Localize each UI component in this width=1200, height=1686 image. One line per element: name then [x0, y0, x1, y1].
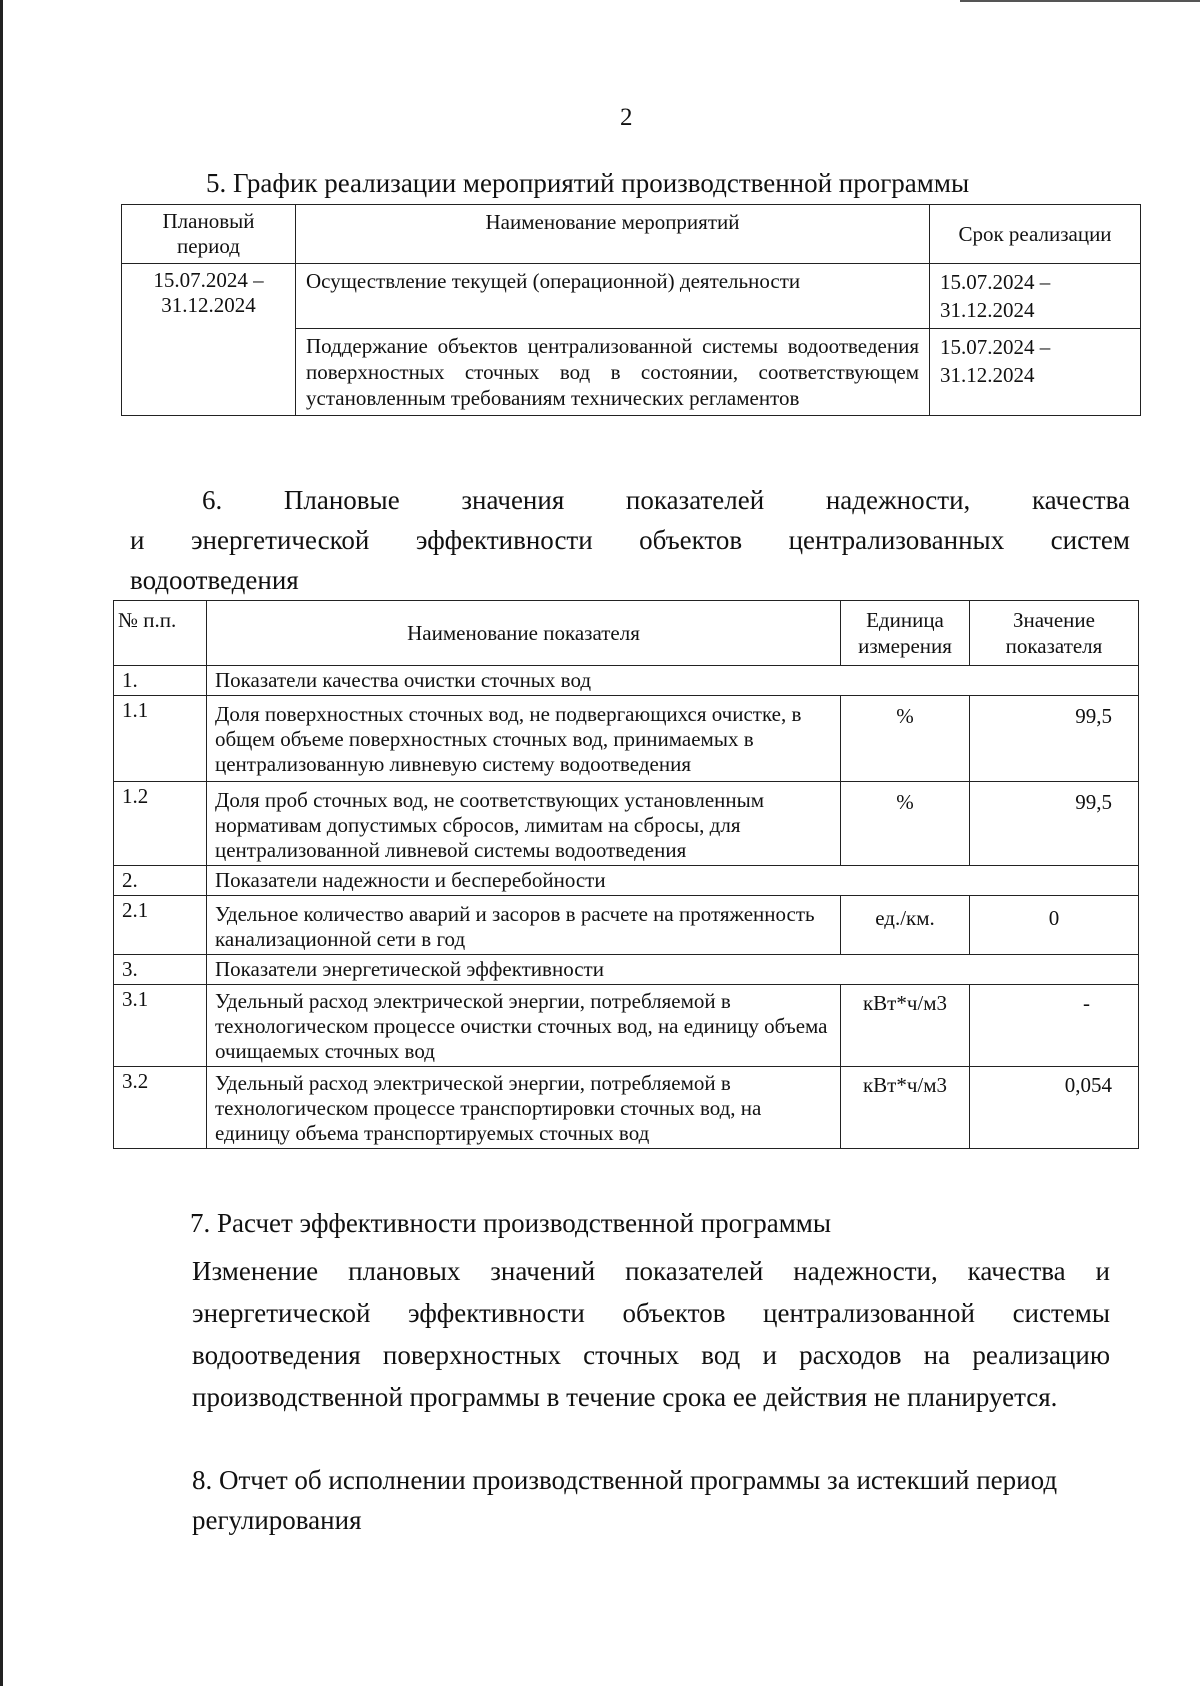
header-name: Наименование мероприятий — [296, 205, 930, 264]
row-no: 1. — [114, 666, 207, 696]
activity-term: 15.07.2024 – 31.12.2024 — [930, 264, 1141, 329]
header-unit: Единица измерения — [841, 601, 970, 666]
scan-edge-top — [960, 0, 1200, 2]
table-row — [122, 264, 1141, 329]
indicator-value: 99,5 — [970, 696, 1139, 782]
row-no: 1.2 — [114, 782, 207, 866]
activity-name: Поддержание объектов централизованной системы водоотведения поверхностных сточных вод в состоянии, соответствующем установленным требованиям технических регламентов — [296, 329, 930, 416]
table-row — [114, 696, 1139, 782]
row-no: 3. — [114, 955, 207, 985]
activity-term: 15.07.2024 – 31.12.2024 — [930, 329, 1141, 416]
header-term: Срок реализации — [930, 205, 1141, 264]
scan-edge-left — [0, 0, 3, 1686]
table-row — [114, 1067, 1139, 1149]
heading-word: 6. — [202, 485, 223, 515]
table-group-row — [114, 955, 1139, 985]
heading-line: водоотведения — [130, 565, 299, 595]
heading-word: объектов — [639, 525, 743, 555]
section7-heading: 7. Расчет эффективности производственной программы — [190, 1208, 832, 1238]
table-header-row — [122, 205, 1141, 264]
indicator-name: Доля поверхностных сточных вод, не подвергающихся очистке, в общем объеме поверхностных сточных вод, принимаемых в централизованную ливневую систему водоотведения — [207, 696, 841, 782]
table-row — [114, 896, 1139, 955]
heading-word: централизованных — [788, 525, 1005, 555]
indicator-value: - — [970, 985, 1139, 1067]
indicators-table — [113, 600, 1139, 1149]
section7-text — [110, 1250, 1110, 1418]
indicator-unit: кВт*ч/м3 — [841, 985, 970, 1067]
indicator-name: Удельный расход электрической энергии, потребляемой в технологическом процессе транспортировки сточных вод, на единицу объема транспортируемых сточных вод — [207, 1067, 841, 1149]
page-number: 2 — [620, 104, 633, 131]
group-name: Показатели надежности и бесперебойности — [207, 866, 1139, 896]
indicator-unit: кВт*ч/м3 — [841, 1067, 970, 1149]
table-group-row — [114, 866, 1139, 896]
heading-word: показателей — [625, 485, 765, 515]
group-name: Показатели качества очистки сточных вод — [207, 666, 1139, 696]
heading-word: надежности, — [825, 485, 971, 515]
header-indicator: Наименование показателя — [207, 601, 841, 666]
indicator-unit: % — [841, 782, 970, 866]
row-no: 3.2 — [114, 1067, 207, 1149]
heading-word: эффективности — [415, 525, 593, 555]
section8-heading — [110, 1460, 1110, 1540]
indicator-value: 0,054 — [970, 1067, 1139, 1149]
indicator-unit: ед./км. — [841, 896, 970, 955]
indicator-name: Удельное количество аварий и засоров в расчете на протяженность канализационной сети в год — [207, 896, 841, 955]
section8-paragraph: 8. Отчет об исполнении производственной программы за истекший период регулирования — [192, 1465, 1058, 1535]
activity-name: Осуществление текущей (операционной) деятельности — [296, 264, 930, 329]
table-row — [114, 782, 1139, 866]
row-no: 1.1 — [114, 696, 207, 782]
heading-line — [130, 480, 1130, 520]
heading-word: и — [130, 525, 145, 555]
section5-heading: 5. График реализации мероприятий производственной программы — [206, 168, 970, 198]
section6-heading — [130, 480, 1130, 600]
schedule-table — [121, 204, 1141, 416]
group-name: Показатели энергетической эффективности — [207, 955, 1139, 985]
header-value: Значение показателя — [970, 601, 1139, 666]
table-group-row — [114, 666, 1139, 696]
heading-word: систем — [1050, 525, 1130, 555]
header-no: № п.п. — [114, 601, 207, 666]
row-no: 3.1 — [114, 985, 207, 1067]
heading-line — [130, 520, 1130, 560]
indicator-unit: % — [841, 696, 970, 782]
heading-word: энергетической — [190, 525, 370, 555]
heading-word: значения — [461, 485, 565, 515]
indicator-name: Доля проб сточных вод, не соответствующих установленным нормативам допустимых сбросов, лимитам на сбросы, для централизованной ливневой системы водоотведения — [207, 782, 841, 866]
heading-word: Плановые — [283, 485, 400, 515]
row-no: 2.1 — [114, 896, 207, 955]
table-row — [114, 985, 1139, 1067]
indicator-value: 0 — [970, 896, 1139, 955]
heading-word: качества — [1031, 485, 1130, 515]
indicator-name: Удельный расход электрической энергии, потребляемой в технологическом процессе очистки сточных вод, на единицу объема очищаемых сточных вод — [207, 985, 841, 1067]
indicator-value: 99,5 — [970, 782, 1139, 866]
period-cell: 15.07.2024 – 31.12.2024 — [122, 264, 296, 416]
section7-paragraph: Изменение плановых значений показателей надежности, качества и энергетической эффективности объектов централизованной системы водоотведения поверхностных сточных вод и расходов на реализацию производственной программы в течение срока ее действия не планируется. — [192, 1256, 1110, 1412]
row-no: 2. — [114, 866, 207, 896]
table-header-row — [114, 601, 1139, 666]
header-period: Плановый период — [122, 205, 296, 264]
